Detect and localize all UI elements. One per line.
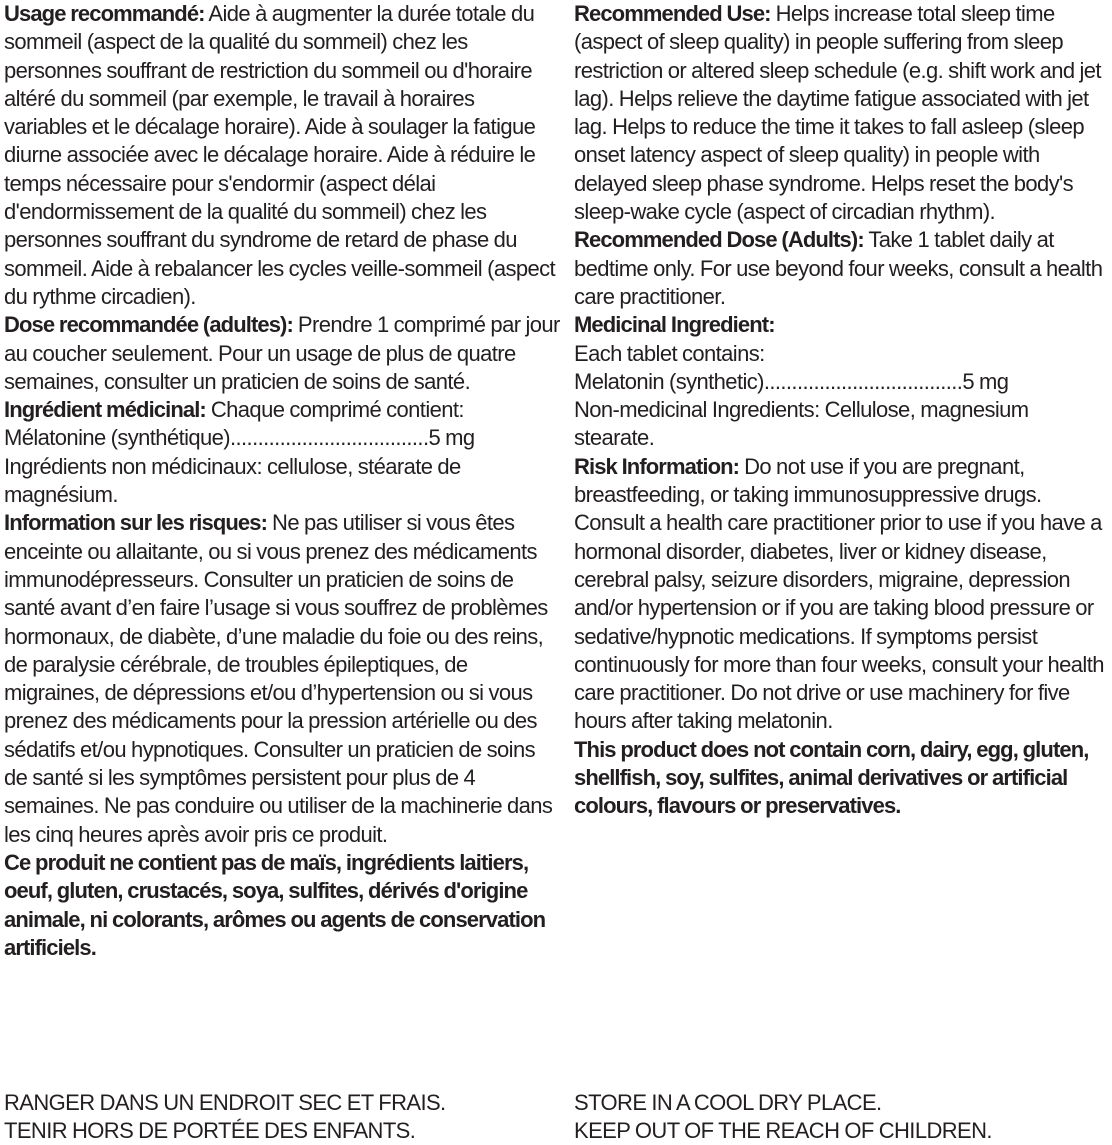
french-storage-line-1: RANGER DANS UN ENDROIT SEC ET FRAIS. bbox=[4, 1090, 446, 1115]
french-label-column bbox=[4, 0, 560, 962]
french-usage-section bbox=[4, 0, 560, 311]
french-storage-block bbox=[4, 1089, 446, 1145]
english-risk-section bbox=[574, 453, 1110, 736]
french-ingredient-line: Mélatonine (synthétique)....................................5 mg bbox=[4, 425, 475, 451]
french-dose-section bbox=[4, 311, 560, 396]
english-medicinal-heading: Medicinal Ingredient: bbox=[574, 312, 775, 338]
french-usage-text: Aide à augmenter la durée totale du sommeil (aspect de la qualité du sommeil) chez les personnes souffrant de restriction du sommeil ou d'horaire altéré du sommeil (par exemple, le travail à horaires variables et le décalage horaire). Aide à soulager la fatigue diurne associée avec le décalage horaire. Aide à réduire le temps nécessaire pour s'endormir (aspect délai d'endormissement de la qualité du sommeil) chez les personnes souffrant du syndrome de retard de phase du sommeil. Aide à rebalancer les cycles veille-sommeil (aspect du rythme circadien). bbox=[4, 1, 556, 309]
english-ingredient-line: Melatonin (synthetic)....................................5 mg bbox=[574, 368, 1009, 394]
french-usage-heading: Usage recommandé: bbox=[4, 1, 205, 26]
english-risk-text: Do not use if you are pregnant, breastfeeding, or taking immunosuppressive drugs. Consult a health care practitioner prior to use if you have a hormonal disorder, diabetes, liver or kidney disease, cerebral palsy, seizure disorders, migraine, depression and/or hypertension or if you are taking blood pressure or sedative/hypnotic medications. If symptoms persist continuously for more than four weeks, consult your health care practitioner. Do not drive or use machinery for five hours after taking melatonin. bbox=[574, 453, 1104, 734]
english-storage-line-2: KEEP OUT OF THE REACH OF CHILDREN. bbox=[574, 1118, 992, 1143]
french-medicinal-heading: Ingrédient médicinal: bbox=[4, 397, 206, 423]
english-allergen-statement: This product does not contain corn, dairy, egg, gluten, shellfish, soy, sulfites, animal derivatives or artificial colours, flavours or preservatives. bbox=[574, 736, 1089, 819]
english-medicinal-text: Each tablet contains: bbox=[574, 340, 765, 366]
english-usage-heading: Recommended Use: bbox=[574, 1, 771, 26]
english-non-medicinal: Non-medicinal Ingredients: Cellulose, magnesium stearate. bbox=[574, 397, 1029, 451]
english-dose-heading: Recommended Dose (Adults): bbox=[574, 227, 864, 253]
french-non-medicinal: Ingrédients non médicinaux: cellulose, stéarate de magnésium. bbox=[4, 453, 461, 508]
english-storage-block bbox=[574, 1089, 992, 1145]
french-dose-heading: Dose recommandée (adultes): bbox=[4, 312, 293, 338]
english-dose-text: Take 1 tablet daily at bedtime only. For use beyond four weeks, consult a health care practitioner. bbox=[574, 227, 1103, 309]
english-dose-section bbox=[574, 226, 1110, 311]
french-risk-heading: Information sur les risques: bbox=[4, 510, 268, 536]
french-risk-section bbox=[4, 509, 560, 849]
english-label-column bbox=[574, 0, 1110, 821]
french-medicinal-text: Chaque comprimé contient: bbox=[205, 397, 464, 423]
french-medicinal-section bbox=[4, 396, 560, 424]
english-storage-line-1: STORE IN A COOL DRY PLACE. bbox=[574, 1090, 882, 1115]
english-usage-text: Helps increase total sleep time (aspect of sleep quality) in people suffering from sleep restriction or altered sleep schedule (e.g. shift work and jet lag). Helps relieve the daytime fatigue associated with jet lag. Helps to reduce the time it takes to fall asleep (sleep onset latency aspect of sleep quality) in people with delayed sleep phase syndrome. Helps reset the body's sleep-wake cycle (aspect of circadian rhythm). bbox=[574, 1, 1101, 225]
english-usage-section bbox=[574, 0, 1110, 226]
french-risk-text: Ne pas utiliser si vous êtes enceinte ou allaitante, ou si vous prenez des médicaments immunodépresseurs. Consulter un praticien de soins de santé avant d’en faire l’usage si vous souffrez de problèmes hormonaux, de diabète, d’une maladie du foie ou des reins, de paralysie cérébrale, de troubles épileptiques, de migraines, de dépressions et/ou d’hypertension ou si vous prenez des médicaments pour la pression artérielle ou des sédatifs et/ou hypnotiques. Consulter un praticien de soins de santé si les symptômes persistent pour plus de 4 semaines. Ne pas conduire ou utiliser de la machinerie dans les cinq heures après avoir pris ce produit. bbox=[4, 510, 553, 847]
french-allergen-statement: Ce produit ne contient pas de maïs, ingrédients laitiers, oeuf, gluten, crustacés, soya, sulfites, dérivés d'origine animale, ni colorants, arômes ou agents de conservation artificiels. bbox=[4, 849, 546, 960]
french-dose-text: Prendre 1 comprimé par jour au coucher seulement. Pour un usage de plus de quatre semaines, consulter un praticien de soins de santé. bbox=[4, 312, 560, 394]
english-risk-heading: Risk Information: bbox=[574, 453, 740, 479]
french-storage-line-2: TENIR HORS DE PORTÉE DES ENFANTS. bbox=[4, 1118, 416, 1143]
